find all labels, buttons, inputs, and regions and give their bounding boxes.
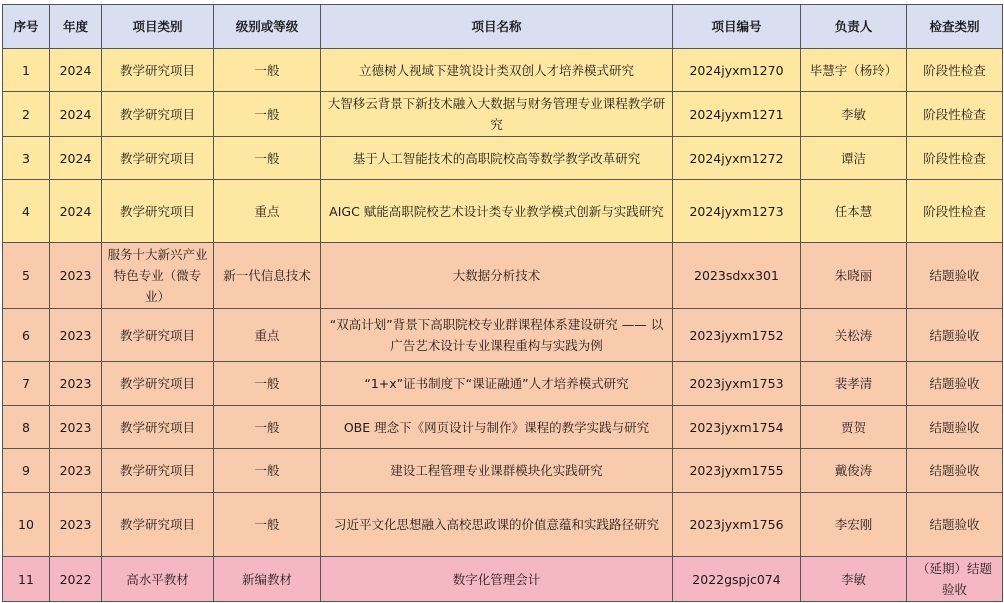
cell-check: 结题验收 <box>907 243 1003 309</box>
table-row <box>3 92 1003 137</box>
cell-category: 教学研究项目 <box>102 449 214 493</box>
cell-leader: 李敏 <box>801 557 907 602</box>
cell-category: 教学研究项目 <box>102 362 214 406</box>
cell-year: 2023 <box>50 493 102 557</box>
cell-code: 2023jyxm1754 <box>673 406 801 449</box>
header-year: 年度 <box>50 5 102 49</box>
table-row <box>3 362 1003 406</box>
header-level: 级别或等级 <box>214 5 321 49</box>
cell-code: 2023jyxm1755 <box>673 449 801 493</box>
cell-year: 2023 <box>50 362 102 406</box>
cell-year: 2024 <box>50 92 102 137</box>
cell-no: 10 <box>3 493 50 557</box>
cell-project-name: 数字化管理会计 <box>321 557 673 602</box>
cell-no: 2 <box>3 92 50 137</box>
cell-level: 一般 <box>214 49 321 92</box>
cell-category: 高水平教材 <box>102 557 214 602</box>
cell-project-name: 基于人工智能技术的高职院校高等数学教学改革研究 <box>321 137 673 180</box>
table-row <box>3 137 1003 180</box>
cell-level: 一般 <box>214 449 321 493</box>
cell-leader: 裴孝清 <box>801 362 907 406</box>
header-name: 项目名称 <box>321 5 673 49</box>
cell-year: 2023 <box>50 243 102 309</box>
table-row <box>3 243 1003 309</box>
cell-year: 2024 <box>50 49 102 92</box>
cell-level: 一般 <box>214 493 321 557</box>
header-leader: 负责人 <box>801 5 907 49</box>
cell-level: 新编教材 <box>214 557 321 602</box>
cell-code: 2024jyxm1270 <box>673 49 801 92</box>
cell-category: 教学研究项目 <box>102 137 214 180</box>
cell-check: 结题验收 <box>907 309 1003 362</box>
cell-project-name: “双高计划”背景下高职院校专业群课程体系建设研究 —— 以广告艺术设计专业课程重构与实践为例 <box>321 309 673 362</box>
cell-category: 教学研究项目 <box>102 92 214 137</box>
cell-level: 一般 <box>214 362 321 406</box>
cell-year: 2022 <box>50 557 102 602</box>
cell-code: 2023jyxm1756 <box>673 493 801 557</box>
cell-check: 阶段性检查 <box>907 180 1003 243</box>
cell-no: 5 <box>3 243 50 309</box>
cell-no: 11 <box>3 557 50 602</box>
cell-level: 重点 <box>214 309 321 362</box>
cell-check: 阶段性检查 <box>907 92 1003 137</box>
cell-code: 2024jyxm1272 <box>673 137 801 180</box>
cell-no: 9 <box>3 449 50 493</box>
header-row <box>3 5 1003 49</box>
cell-leader: 任本慧 <box>801 180 907 243</box>
cell-year: 2023 <box>50 449 102 493</box>
cell-code: 2024jyxm1271 <box>673 92 801 137</box>
cell-leader: 关松涛 <box>801 309 907 362</box>
cell-check: 结题验收 <box>907 493 1003 557</box>
cell-project-name: 大数据分析技术 <box>321 243 673 309</box>
cell-no: 3 <box>3 137 50 180</box>
cell-code: 2024jyxm1273 <box>673 180 801 243</box>
cell-code: 2022gspjc074 <box>673 557 801 602</box>
cell-check: （延期）结题验收 <box>907 557 1003 602</box>
cell-level: 一般 <box>214 137 321 180</box>
cell-leader: 贾贺 <box>801 406 907 449</box>
cell-level: 一般 <box>214 92 321 137</box>
cell-no: 7 <box>3 362 50 406</box>
cell-category: 教学研究项目 <box>102 49 214 92</box>
cell-check: 结题验收 <box>907 449 1003 493</box>
cell-project-name: AIGC 赋能高职院校艺术设计类专业教学模式创新与实践研究 <box>321 180 673 243</box>
cell-leader: 朱晓丽 <box>801 243 907 309</box>
header-category: 项目类别 <box>102 5 214 49</box>
cell-check: 结题验收 <box>907 362 1003 406</box>
cell-no: 4 <box>3 180 50 243</box>
cell-category: 教学研究项目 <box>102 406 214 449</box>
header-code: 项目编号 <box>673 5 801 49</box>
cell-check: 阶段性检查 <box>907 49 1003 92</box>
cell-leader: 毕慧宇（杨玲） <box>801 49 907 92</box>
cell-year: 2023 <box>50 406 102 449</box>
cell-code: 2023sdxx301 <box>673 243 801 309</box>
header-check: 检查类别 <box>907 5 1003 49</box>
cell-project-name: 大智移云背景下新技术融入大数据与财务管理专业课程教学研究 <box>321 92 673 137</box>
cell-year: 2024 <box>50 137 102 180</box>
cell-leader: 谭洁 <box>801 137 907 180</box>
cell-check: 结题验收 <box>907 406 1003 449</box>
cell-no: 1 <box>3 49 50 92</box>
cell-category: 服务十大新兴产业特色专业（微专业） <box>102 243 214 309</box>
cell-no: 6 <box>3 309 50 362</box>
table-row <box>3 493 1003 557</box>
cell-check: 阶段性检查 <box>907 137 1003 180</box>
table-row <box>3 557 1003 602</box>
table-row <box>3 180 1003 243</box>
cell-code: 2023jyxm1752 <box>673 309 801 362</box>
table-row <box>3 49 1003 92</box>
table-row <box>3 309 1003 362</box>
cell-project-name: 建设工程管理专业课群模块化实践研究 <box>321 449 673 493</box>
cell-code: 2023jyxm1753 <box>673 362 801 406</box>
header-no: 序号 <box>3 5 50 49</box>
cell-level: 新一代信息技术 <box>214 243 321 309</box>
cell-category: 教学研究项目 <box>102 180 214 243</box>
table-row <box>3 449 1003 493</box>
table-row <box>3 406 1003 449</box>
cell-project-name: 习近平文化思想融入高校思政课的价值意蕴和实践路径研究 <box>321 493 673 557</box>
project-table <box>2 4 1003 602</box>
cell-category: 教学研究项目 <box>102 493 214 557</box>
cell-leader: 戴俊涛 <box>801 449 907 493</box>
cell-year: 2024 <box>50 180 102 243</box>
cell-project-name: OBE 理念下《网页设计与制作》课程的教学实践与研究 <box>321 406 673 449</box>
cell-project-name: “1+x”证书制度下“课证融通”人才培养模式研究 <box>321 362 673 406</box>
cell-project-name: 立德树人视域下建筑设计类双创人才培养模式研究 <box>321 49 673 92</box>
cell-level: 重点 <box>214 180 321 243</box>
cell-no: 8 <box>3 406 50 449</box>
cell-category: 教学研究项目 <box>102 309 214 362</box>
cell-leader: 李敏 <box>801 92 907 137</box>
cell-leader: 李宏刚 <box>801 493 907 557</box>
cell-year: 2023 <box>50 309 102 362</box>
cell-level: 一般 <box>214 406 321 449</box>
